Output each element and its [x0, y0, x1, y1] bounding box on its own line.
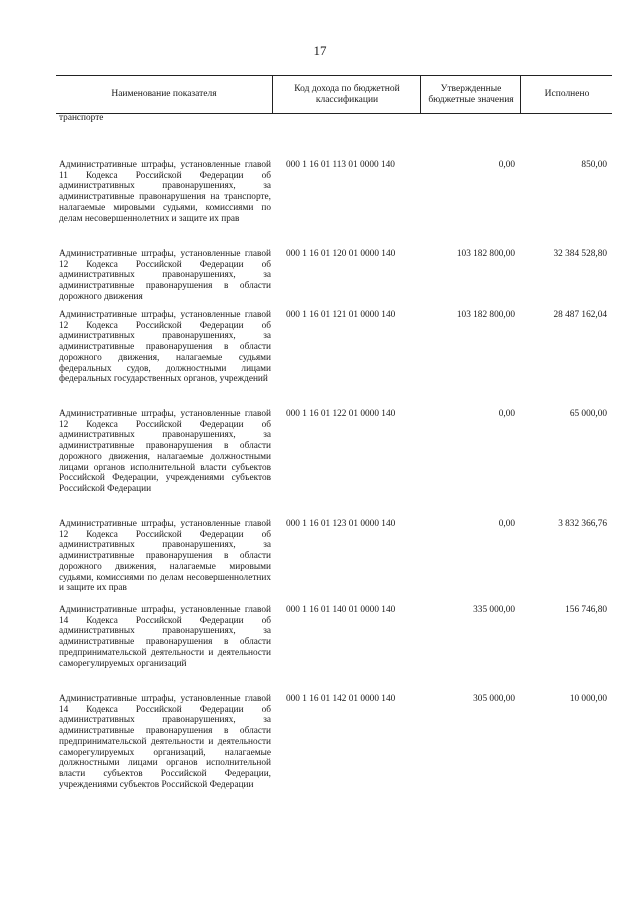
row-code: 000 1 16 01 122 01 0000 140 — [286, 409, 396, 419]
header-name: Наименование показателя — [111, 89, 217, 99]
row-executed: 850,00 — [581, 160, 607, 170]
row-name: Административные штрафы, установленные главой 11 Кодекса Российской Федерации об административных правонарушениях, за административные правонарушения на транспорте, налагаемые мировыми судьями, комиссиями по делам несовершеннолетних и защите их прав — [59, 160, 271, 224]
row-code: 000 1 16 01 120 01 0000 140 — [286, 249, 396, 259]
table-header — [56, 75, 612, 114]
row-code: 000 1 16 01 140 01 0000 140 — [286, 605, 396, 615]
row-name: Административные штрафы, установленные главой 14 Кодекса Российской Федерации об административных правонарушениях, за административные правонарушения в области предпринимательской деятельности и деятельности саморегулируемых организаций — [59, 605, 271, 669]
row-code: 000 1 16 01 113 01 0000 140 — [286, 160, 395, 170]
row-executed: 28 487 162,04 — [553, 310, 607, 320]
row-approved: 335 000,00 — [473, 605, 515, 615]
continuation-text: транспорте — [59, 113, 104, 123]
row-approved: 0,00 — [498, 160, 515, 170]
row-approved: 103 182 800,00 — [456, 310, 515, 320]
row-code: 000 1 16 01 121 01 0000 140 — [286, 310, 396, 320]
header-executed: Исполнено — [520, 76, 613, 113]
page-number: 17 — [313, 43, 327, 58]
row-executed: 65 000,00 — [569, 409, 607, 419]
row-name: Административные штрафы, установленные главой 12 Кодекса Российской Федерации об административных правонарушениях, за административные правонарушения в области дорожного движения, налагаемые судьями федеральных судов, должностными лицами федеральных государственных органов, учреждений — [59, 310, 271, 385]
row-approved: 305 000,00 — [473, 694, 515, 704]
row-executed: 156 746,80 — [565, 605, 607, 615]
row-executed: 3 832 366,76 — [558, 519, 607, 529]
row-approved: 0,00 — [498, 519, 515, 529]
header-code: Код дохода по бюджетной классификации — [272, 76, 421, 113]
row-name: Административные штрафы, установленные главой 12 Кодекса Российской Федерации об административных правонарушениях, за административные правонарушения в области дорожного движения, налагаемые мировыми судьями, комиссиями по делам несовершеннолетних и защите их прав — [59, 519, 271, 594]
row-code: 000 1 16 01 123 01 0000 140 — [286, 519, 396, 529]
row-executed: 10 000,00 — [569, 694, 607, 704]
row-name: Административные штрафы, установленные главой 12 Кодекса Российской Федерации об административных правонарушениях, за административные правонарушения в области дорожного движения, налагаемые должностными лицами органов исполнительной власти субъектов Российской Федерации, учреждениями субъектов Российской Федерации — [59, 409, 271, 494]
row-code: 000 1 16 01 142 01 0000 140 — [286, 694, 396, 704]
row-approved: 103 182 800,00 — [456, 249, 515, 259]
row-executed: 32 384 528,80 — [553, 249, 607, 259]
row-name: Административные штрафы, установленные главой 14 Кодекса Российской Федерации об административных правонарушениях, за административные правонарушения в области предпринимательской деятельности и деятельности саморегулируемых организаций, налагаемые должностными лицами органов исполнительной власти субъектов Российской Федерации, учреждениями субъектов Российской Федерации — [59, 694, 271, 790]
row-approved: 0,00 — [498, 409, 515, 419]
row-name: Административные штрафы, установленные главой 12 Кодекса Российской Федерации об административных правонарушениях, за административные правонарушения в области дорожного движения — [59, 249, 271, 302]
header-approved: Утвержденные бюджетные значения — [420, 76, 521, 113]
